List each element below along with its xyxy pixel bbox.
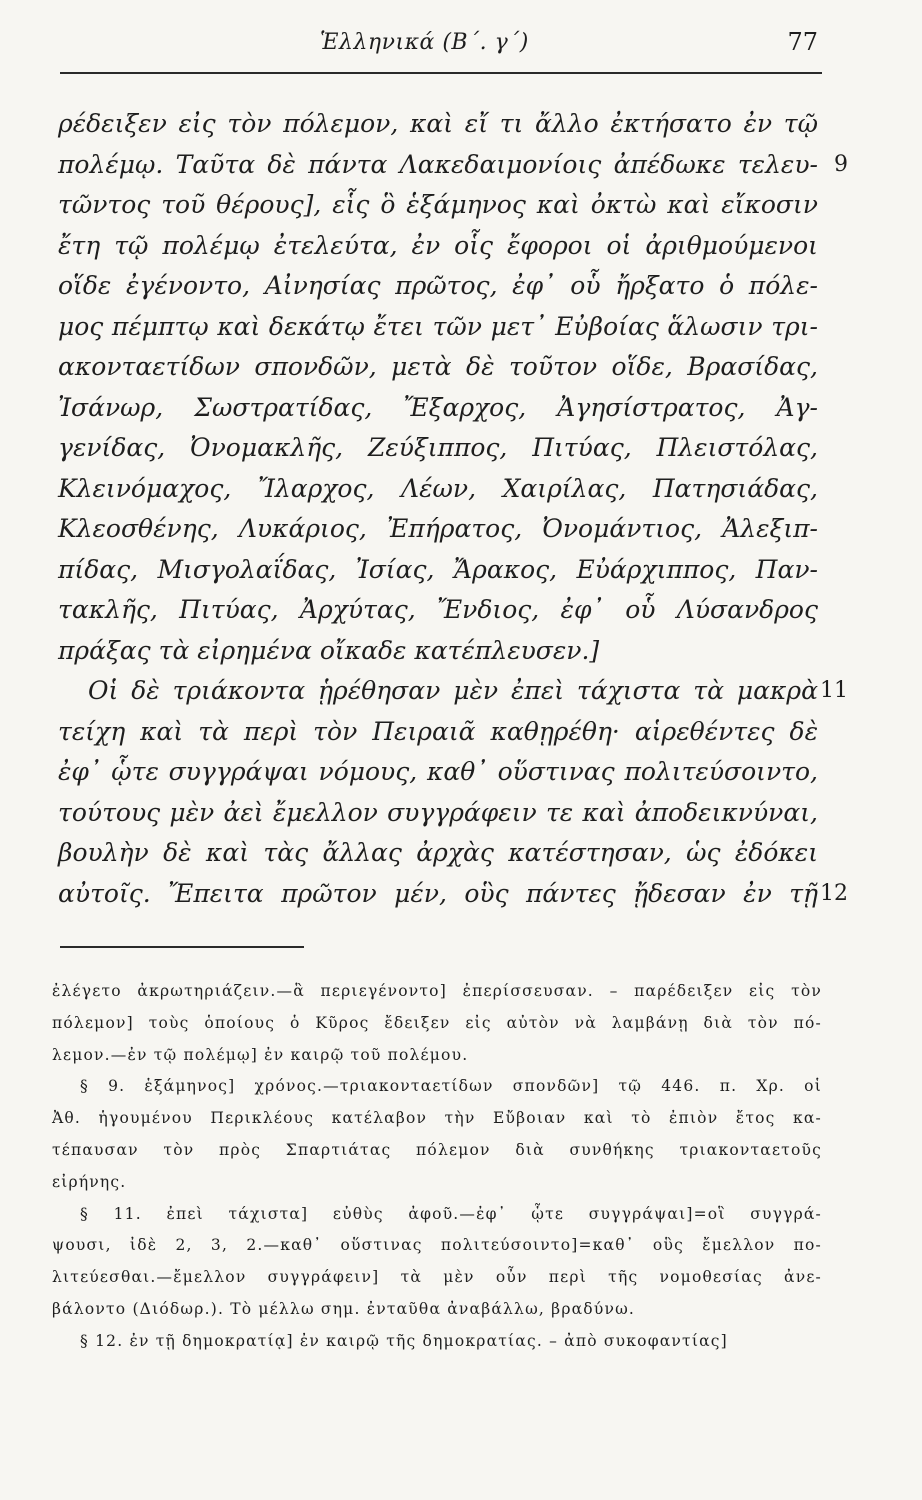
footnote-line: λιτεύεσθαι.—ἔμελλον συγγράφειν] τὰ μὲν οὖν περὶ τῆς νομοθεσίας ἀνε-: [52, 1268, 822, 1287]
text-line: τακλῆς, Πιτύας, Ἀρχύτας, Ἔνδιος, ἐφ᾽ οὗ Λύσανδρος: [58, 595, 818, 624]
text-line: ρέδειξεν εἰς τὸν πόλεμον, καὶ εἴ τι ἄλλο ἐκτήσατο ἐν τῷ: [58, 109, 818, 138]
text-line: οἵδε ἐγένοντο, Αἰνησίας πρῶτος, ἐφ᾽ οὗ ἤρξατο ὁ πόλε-: [58, 271, 818, 300]
footnote-line: Ἀθ. ἡγουμένου Περικλέους κατέλαβον τὴν Εὔβοιαν καὶ τὸ ἐπιὸν ἔτος κα-: [52, 1109, 822, 1128]
text-line: πίδας, Μισγολαΐδας, Ἰσίας, Ἄρακος, Εὐάρχιππος, Παν-: [58, 554, 818, 584]
running-head: Ἑλληνικά (Β΄. γ΄): [320, 30, 529, 55]
text-line: γενίδας, Ὀνομακλῆς, Ζεύξιππος, Πιτύας, Πλειστόλας,: [58, 433, 818, 462]
text-line: πράξας τὰ εἰρημένα οἴκαδε κατέπλευσεν.]: [58, 635, 600, 665]
main-text: [58, 104, 848, 914]
text-line: Κλεοσθένης, Λυκάριος, Ἐπήρατος, Ὀνομάντιος, Ἀλεξιπ-: [58, 514, 818, 543]
text-line: Κλεινόμαχος, Ἴλαρχος, Λέων, Χαιρίλας, Πατησιάδας,: [58, 473, 818, 503]
footnotes: [52, 976, 822, 1358]
text-line: τείχη καὶ τὰ περὶ τὸν Πειραιᾶ καθῃρέθη· αἱρεθέντες δὲ: [58, 716, 818, 746]
text-line: πολέμῳ. Ταῦτα δὲ πάντα Λακεδαιμονίοις ἀπέδωκε τελευ- 9: [58, 145, 818, 186]
footnote-line: τέπαυσαν τὸν πρὸς Σπαρτιάτας πόλεμον διὰ συνθήκης τριακονταετοῦς: [52, 1140, 822, 1159]
text-line: τῶντος τοῦ θέρους], εἷς ὃ ἑξάμηνος καὶ ὀκτὼ καὶ εἴκοσιν: [58, 190, 818, 219]
footnote-line: λεμον.—ἐν τῷ πολέμῳ] ἐν καιρῷ τοῦ πολέμου.: [52, 1045, 469, 1064]
footnote-line: ἐλέγετο ἀκρωτηριάζειν.—ἃ περιεγένοντο] ἐπερίσσευσαν. – παρέδειξεν εἰς τὸν: [52, 982, 822, 1000]
footnote-line: πόλεμον] τοὺς ὁποίους ὁ Κῦρος ἔδειξεν εἰς αὐτὸν νὰ λαμβάνῃ διὰ τὸν πό-: [52, 1013, 822, 1032]
footnote-line: § 9. ἑξάμηνος] χρόνος.—τριακονταετίδων σπονδῶν] τῷ 446. π. Χρ. οἱ: [80, 1077, 822, 1096]
text-line: τούτους μὲν ἀεὶ ἔμελλον συγγράφειν τε καὶ ἀποδεικνύναι,: [58, 797, 818, 827]
section-number: 11: [820, 678, 848, 703]
footnote-rule: [60, 946, 304, 948]
page-number: 77: [787, 28, 818, 56]
page-header: [60, 28, 820, 68]
footnote-line: § 12. ἐν τῇ δημοκρατίᾳ] ἐν καιρῷ τῆς δημοκρατίας. – ἀπὸ συκοφαντίας]: [80, 1331, 728, 1350]
text-line: ἐφ᾽ ᾧτε συγγράψαι νόμους, καθ᾽ οὕστινας πολιτεύσοιντο,: [58, 757, 818, 786]
footnote-line: ψουσι, ἰδὲ 2, 3, 2.—καθ᾽ οὕστινας πολιτεύσοιντο]=καθ᾽ οὓς ἔμελλον πο-: [52, 1236, 822, 1255]
footnote-line: § 11. ἐπεὶ τάχιστα] εὐθὺς ἀφοῦ.—ἐφ᾽ ᾧτε συγγράψαι]=οἳ συγγρά-: [80, 1204, 822, 1223]
text-line: μος πέμπτῳ καὶ δεκάτῳ ἔτει τῶν μετ᾽ Εὐβοίας ἅλωσιν τρι-: [58, 311, 818, 341]
text-line: Ἰσάνωρ, Σωστρατίδας, Ἔξαρχος, Ἀγησίστρατος, Ἀγ-: [58, 392, 818, 422]
text-line: ἔτη τῷ πολέμῳ ἐτελεύτα, ἐν οἷς ἔφοροι οἱ ἀριθμούμενοι: [58, 230, 818, 260]
section-number: 9: [834, 151, 848, 177]
footnote-line: εἰρήνης.: [52, 1172, 127, 1191]
text-line: αὐτοῖς. Ἔπειτα πρῶτον μέν, οὓς πάντες ᾔδεσαν ἐν τῇ 12: [58, 874, 818, 915]
text-line: βουλὴν δὲ καὶ τὰς ἄλλας ἀρχὰς κατέστησαν, ὡς ἐδόκει: [58, 838, 818, 867]
section-number: 12: [820, 880, 848, 906]
footnote-line: βάλοντο (Διόδωρ.). Τὸ μέλλω σημ. ἐνταῦθα ἀναβάλλω, βραδύνω.: [52, 1299, 636, 1318]
text-line: Οἱ δὲ τριάκοντα ᾑρέθησαν μὲν ἐπεὶ τάχιστα τὰ μακρὰ 11: [58, 671, 818, 712]
text-line: ακονταετίδων σπονδῶν, μετὰ δὲ τοῦτον οἵδε, Βρασίδας,: [58, 352, 818, 381]
header-rule: [60, 72, 822, 74]
